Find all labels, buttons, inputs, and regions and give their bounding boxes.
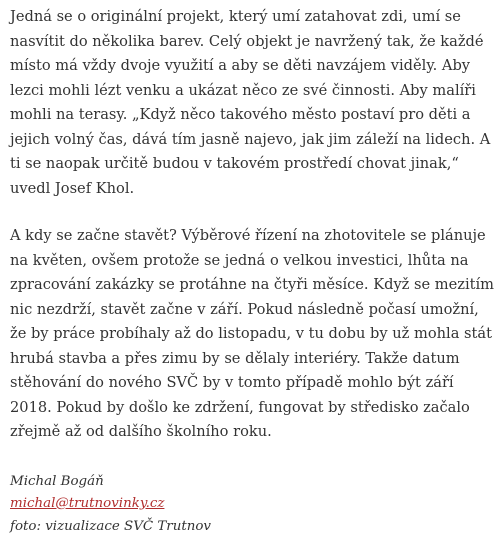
article-paragraph: Jedná se o originální projekt, který umí zatahovat zdi, umí se nasvítit do několika barev. Celý objekt je navržený tak, že každé místo má vždy dvoje využití a aby se děti navzájem viděly. Aby lezci mohli lézt venku a ukázat něco ze své činnosti. Aby malíři mohli na terasy. „Když něco takového město postaví pro děti a jejich volný čas, dává tím jasně najevo, jak jim záleží na lidech. A ti se naopak určitě budou v takovém prostředí chovat jinak,“ uvedl Josef Khol.	[10, 5, 494, 201]
article-paragraph: A kdy se začne stavět? Výběrové řízení na zhotovitele se plánuje na květen, ovšem protože se jedná o velkou investici, lhůta na zpracování zakázky se protáhne na čtyři měsíce. Když se mezitím nic nezdrží, stavět začne v září. Pokud následně počasí umožní, že by práce probíhaly až do listopadu, v tu dobu by už mohla stát hrubá stavba a přes zimu by se dělaly interiéry. Takže datum stěhování do nového SVČ by v tomto případě mohlo být září 2018. Pokud by došlo ke zdržení, fungovat by středisko začalo zřejmě až od dalšího školního roku.	[10, 224, 494, 445]
author-name: Michal Bogáň	[10, 471, 494, 494]
article-body	[10, 5, 494, 538]
author-email-row	[10, 493, 494, 516]
byline	[10, 471, 494, 538]
photo-credit: foto: vizualizace SVČ Trutnov	[10, 516, 494, 538]
author-email-link[interactable]: michal@trutnovinky.cz	[10, 496, 164, 511]
